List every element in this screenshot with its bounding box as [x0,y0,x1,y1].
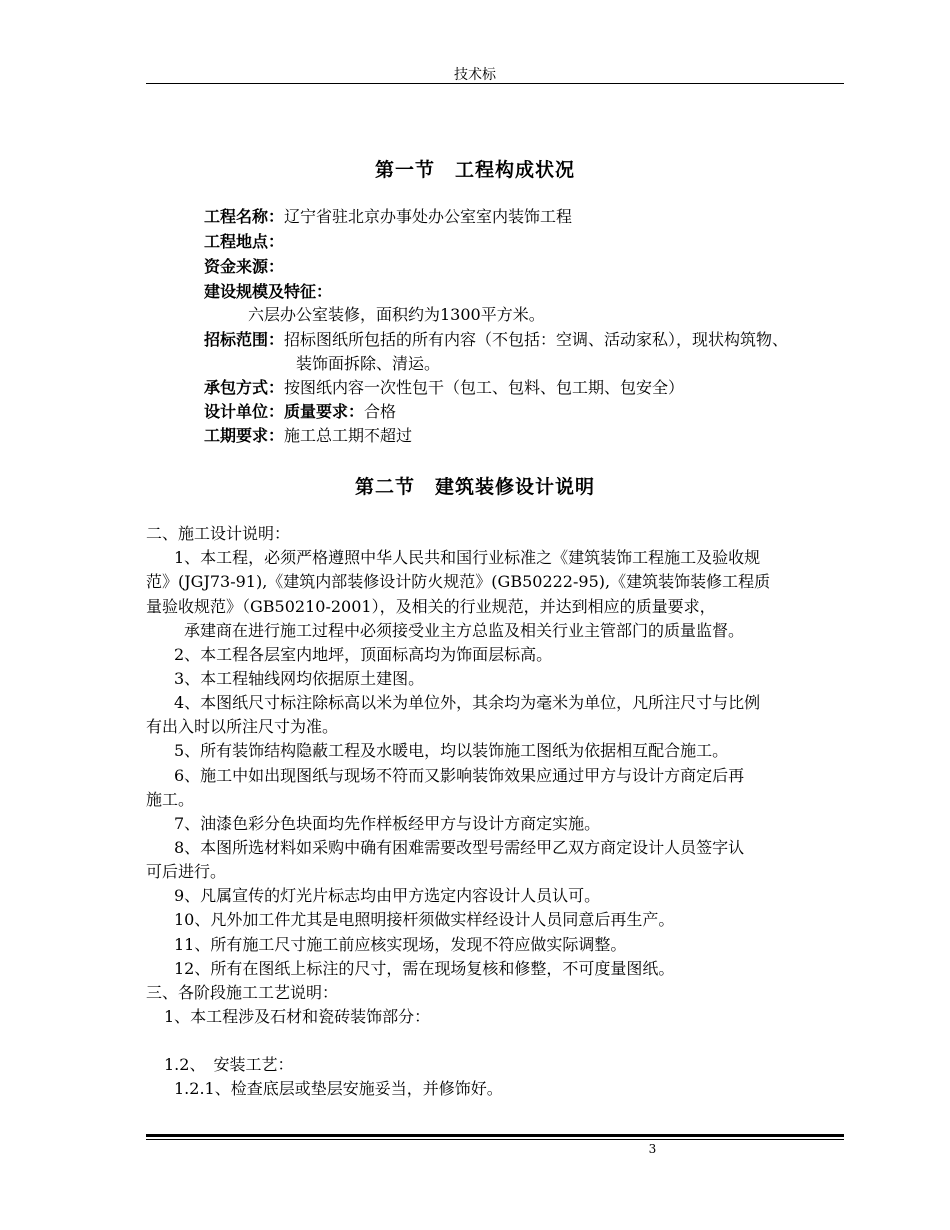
body-line: 9、凡属宣传的灯光片标志均由甲方选定内容设计人员认可。 [174,886,601,905]
body-line: 12、所有在图纸上标注的尺寸，需在现场复核和修整，不可度量图纸。 [174,959,675,978]
scale-detail: 六层办公室装修，面积约为1300平方米。 [248,305,545,324]
contract-row [204,378,684,398]
project-location-label: 工程地点： [204,232,285,251]
body-line: 1、本工程，必须严格遵照中华人民共和国行业标准之《建筑装饰工程施工及验收规 [174,548,761,567]
scope-row [204,330,788,350]
footer-rule-thick [146,1134,844,1137]
body-line: 4、本图纸尺寸标注除标高以米为单位外，其余均为毫米为单位，凡所注尺寸与比例 [174,693,761,712]
section2-title: 第二节 建筑装修设计说明 [354,476,595,498]
scope-line1: 招标图纸所包括的所有内容（不包括：空调、活动家私），现状构筑物、 [284,330,789,349]
design-quality-row [204,402,396,422]
project-name-label: 工程名称： [204,207,285,226]
body-line: 施工。 [146,790,195,809]
body-line: 6、施工中如出现图纸与现场不符而又影响装饰效果应通过甲方与设计方商定后再 [174,766,745,785]
header-rule [146,83,844,84]
project-location-row [204,232,284,252]
body-line: 5、所有装饰结构隐蔽工程及水暖电，均以装饰施工图纸为依据相互配合施工。 [174,741,729,760]
funding-source-label: 资金来源： [204,257,285,276]
project-name-row [204,207,572,227]
body-line: 2、本工程各层室内地坪，顶面标高均为饰面层标高。 [174,645,553,664]
body-line: 8、本图所选材料如采购中确有困难需要改型号需经甲乙双方商定设计人员签字认 [174,838,745,857]
scale-label: 建设规模及特征： [204,282,333,301]
scale-row [204,282,332,302]
section1-title: 第一节 工程构成状况 [374,159,575,181]
body-line: 量验收规范》（GB50210-2001），及相关的行业规范，并达到相应的质量要求， [146,597,716,616]
funding-source-row [204,257,284,277]
body-line: 三、各阶段施工工艺说明： [146,983,339,1002]
body-line: 1.2.1、检查底层或垫层安施妥当，并修饰好。 [174,1079,503,1098]
body-line: 3、本工程轴线网均依据原土建图。 [174,669,425,688]
contract-label: 承包方式： [204,378,285,397]
contract-value: 按图纸内容一次性包干（包工、包料、包工期、包安全） [284,378,685,397]
body-line: 有出入时以所注尺寸为准。 [146,717,339,736]
quality-value: 合格 [364,402,397,421]
body-line: 承建商在进行施工过程中必须接受业主方总监及相关行业主管部门的质量监督。 [184,621,745,640]
body-line: 范》(JGJ73-91),《建筑内部装修设计防火规范》(GB50222-95),《建筑装饰装修工程质 [146,572,771,591]
scope-label: 招标范围： [204,330,285,349]
running-header: 技术标 [454,67,496,83]
body-line: 11、所有施工尺寸施工前应核实现场，发现不符应做实际调整。 [174,935,627,954]
body-line: 10、凡外加工件尤其是电照明接杆须做实样经设计人员同意后再生产。 [174,910,675,929]
project-name-value: 辽宁省驻北京办事处办公室室内装饰工程 [284,207,573,226]
period-label: 工期要求： [204,426,285,445]
body-line: 可后进行。 [146,862,227,881]
quality-label: 质量要求： [284,402,365,421]
footer-rule-thin [146,1139,844,1140]
page-number: 3 [648,1142,657,1156]
body-line: 1.2、 安装工艺： [164,1055,294,1074]
body-line: 1、本工程涉及石材和瓷砖装饰部分： [164,1007,431,1026]
body-line: 7、油漆色彩分色块面均先作样板经甲方与设计方商定实施。 [174,814,601,833]
period-row [204,426,412,446]
period-value: 施工总工期不超过 [284,426,413,445]
scope-line2: 装饰面拆除、清运。 [296,354,441,373]
body-line: 二、施工设计说明： [146,524,291,543]
design-unit-label: 设计单位： [204,402,285,421]
